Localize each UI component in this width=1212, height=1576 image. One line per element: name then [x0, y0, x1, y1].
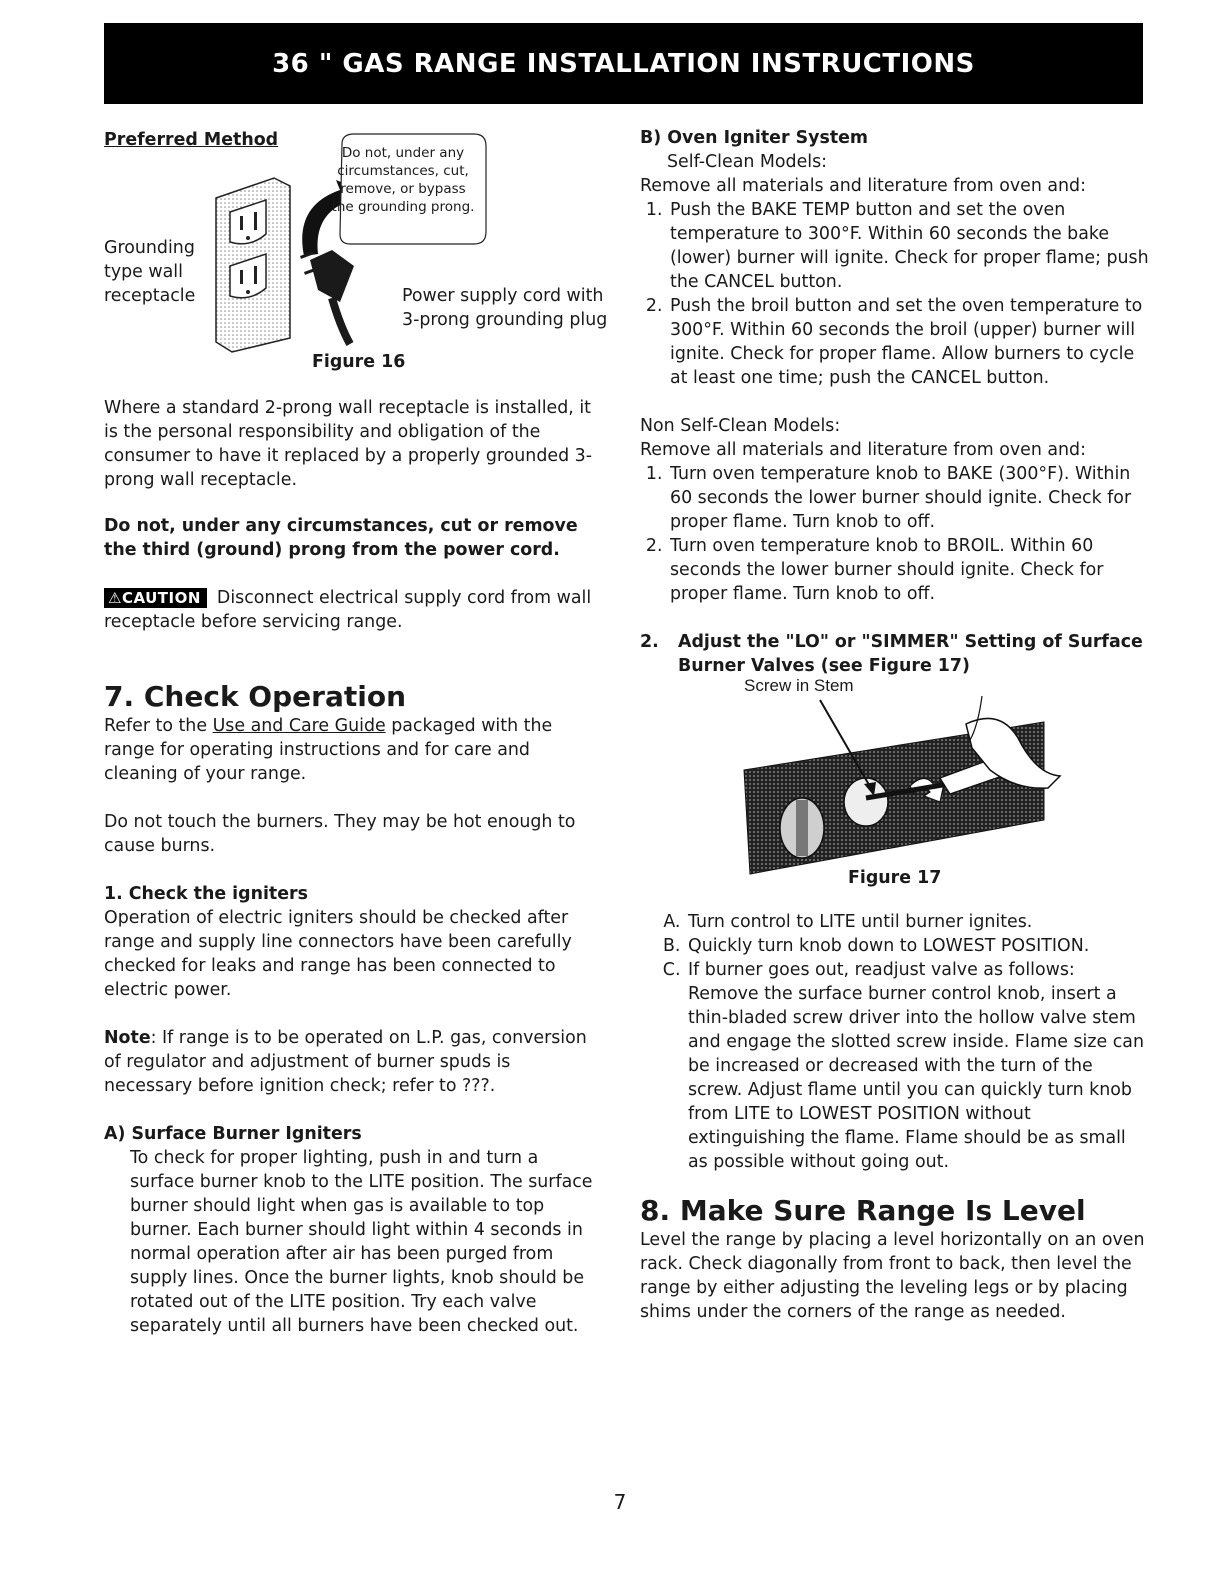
figure-17-caption: Figure 17	[848, 868, 942, 888]
list-item: C. If burner goes out, readjust valve as follows: Remove the surface burner control knob, insert a thin-bladed screw driver into the hollow valve stem and engage the slotted screw inside. Flame size can be increased or decreased with the turn of the screw. Adjust flame until you can quickly turn knob from LITE to LOWEST POSITION without extinguishing the flame. Flame should be as small as possible without going out.	[686, 958, 1150, 1174]
receptacle-label-line: receptacle	[104, 286, 196, 306]
surface-burner-igniters-heading: A) Surface Burner Igniters	[104, 1124, 362, 1144]
section-7-title: 7. Check Operation	[104, 680, 406, 713]
list-item: 2. Push the broil button and set the oven temperature to 300°F. Within 60 seconds the broil (upper) burner will ignite. Check for proper flame. Allow burners to cycle at least one time; push the CANCEL button.	[668, 294, 1150, 390]
list-item: A. Turn control to LITE until burner ignites.	[686, 910, 1150, 934]
page-header-banner	[104, 23, 1143, 104]
check-igniters-text: Operation of electric igniters should be checked after range and supply line connectors have been carefully checked for leaks and range has been connected to electric power.	[104, 908, 572, 1000]
list-item: 2. Turn oven temperature knob to BROIL. Within 60 seconds the lower burner should ignite. Check for proper flame. Turn knob to off.	[668, 534, 1150, 606]
caution-notice	[104, 586, 604, 634]
check-igniters-heading: 1. Check the igniters	[104, 884, 308, 904]
ground-prong-warning: Do not, under any circumstances, cut or remove the third (ground) prong from the power cord.	[104, 516, 578, 560]
warning-triangle-icon: ⚠	[108, 589, 122, 607]
use-and-care-guide-link[interactable]: Use and Care Guide	[212, 716, 386, 736]
non-self-clean-intro: Remove all materials and literature from oven and:	[640, 440, 1086, 460]
receptacle-label	[104, 236, 195, 308]
list-item: B. Quickly turn knob down to LOWEST POSITION.	[686, 934, 1150, 958]
check-operation-paragraph	[104, 714, 604, 786]
caution-badge-label: CAUTION	[121, 589, 201, 607]
grounding-callout: Do not, under any circumstances, cut, remove, or bypass the grounding prong.	[331, 145, 475, 215]
preferred-method-heading: Preferred Method	[104, 130, 279, 150]
text-span: Refer to the	[104, 716, 213, 736]
list-item: 1. Turn oven temperature knob to BAKE (300°F). Within 60 seconds the lower burner should ignite. Check for proper flame. Turn knob to off.	[668, 462, 1150, 534]
self-clean-steps	[640, 198, 1150, 390]
non-self-clean-steps	[640, 462, 1150, 606]
figure-16	[104, 126, 614, 376]
self-clean-label: Self-Clean Models:	[667, 152, 828, 172]
caution-text: Disconnect electrical supply cord from wall receptacle before servicing range.	[104, 588, 592, 632]
left-column	[104, 126, 608, 1338]
self-clean-block	[640, 150, 1150, 174]
cord-label-line: Power supply cord with	[402, 286, 604, 306]
receptacle-label-line: type wall	[104, 262, 183, 282]
adjust-heading-text: Adjust the "LO" or "SIMMER" Setting of Surface Burner Valves (see Figure 17)	[678, 632, 1143, 676]
level-range-text: Level the range by placing a level horizontally on an oven rack. Check diagonally from front to back, then level the range by either adjusting the leveling legs or by placing shims under the corners of the range as needed.	[640, 1230, 1145, 1322]
cord-label-line: 3-prong grounding plug	[402, 310, 608, 330]
receptacle-label-line: Grounding	[104, 238, 195, 258]
self-clean-intro: Remove all materials and literature from oven and:	[640, 176, 1086, 196]
section-8-title: 8. Make Sure Range Is Level	[640, 1194, 1086, 1227]
adjust-heading-number: 2.	[640, 632, 659, 652]
surface-burner-igniters-text: To check for proper lighting, push in and turn a surface burner knob to the LITE position. The surface burner should light when gas is available to top burner. Each burner should light within 4 seconds in normal operation after air has been purged from supply lines. Once the burner lights, knob should be rotated out of the LITE position. Try each valve separately until all burners have been checked out.	[130, 1148, 593, 1336]
oven-igniter-heading: B) Oven Igniter System	[640, 128, 869, 148]
burner-knob-illustration	[640, 678, 1150, 898]
list-item: 1. Push the BAKE TEMP button and set the oven temperature to 300°F. Within 60 seconds the bake (lower) burner will ignite. Check for proper flame; push the CANCEL button.	[668, 198, 1150, 294]
wall-receptacle-icon	[216, 178, 290, 352]
figure-16-caption: Figure 16	[312, 352, 406, 372]
page-title: 36 " GAS RANGE INSTALLATION INSTRUCTIONS	[272, 48, 975, 79]
adjust-simmer-heading	[640, 630, 1150, 678]
three-prong-plug-icon	[300, 250, 354, 344]
text-span: packaged with the range for operating instructions and for care and cleaning of your range.	[104, 716, 553, 784]
lp-gas-note	[104, 1026, 604, 1098]
receptacle-paragraph: Where a standard 2-prong wall receptacle is installed, it is the personal responsibility and obligation of the consumer to have it replaced by a properly grounded 3-prong wall receptacle.	[104, 398, 592, 490]
burner-hot-warning: Do not touch the burners. They may be hot enough to cause burns.	[104, 812, 576, 856]
non-self-clean-label: Non Self-Clean Models:	[640, 416, 841, 436]
adjust-steps	[640, 910, 1150, 1174]
note-text: : If range is to be operated on L.P. gas, conversion of regulator and adjustment of burner spuds is necessary before ignition check; refer to ???.	[104, 1028, 587, 1096]
cord-label	[402, 284, 607, 332]
right-column	[640, 126, 1150, 1324]
caution-badge	[104, 588, 207, 608]
screw-in-stem-label: Screw in Stem	[744, 676, 854, 695]
page-number: 7	[613, 1490, 627, 1514]
note-label: Note	[104, 1028, 151, 1048]
figure-17	[640, 678, 1150, 898]
